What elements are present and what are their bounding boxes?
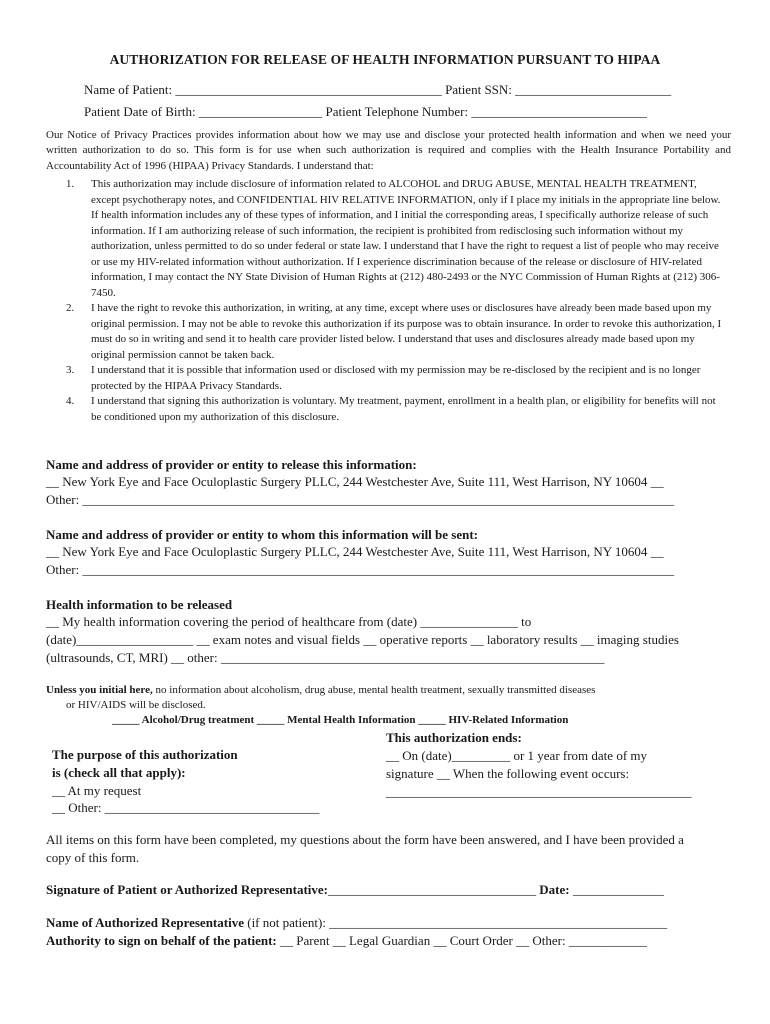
list-item xyxy=(66,177,726,301)
health-info-other-line[interactable]: (ultrasounds, CT, MRI) __ other: ___________________________________________________________ xyxy=(46,650,605,665)
purpose-at-my-request-option[interactable]: __ At my request xyxy=(52,783,142,798)
date-label: Date: xyxy=(539,882,570,897)
completion-statement: All items on this form have been completed, my questions about the form have been answered, and I have been provided a xyxy=(46,832,684,847)
initials-notice-cont: or HIV/AIDS will be disclosed. xyxy=(66,699,206,711)
item-text: This authorization may include disclosure of information related to ALCOHOL and DRUG ABUSE, MENTAL HEALTH TREATMENT, except psychotherapy notes, and CONFIDENTIAL HIV RELATIVE INFORMATION, only if I place my initials in the appropriate line below. If health information includes any of these types of information, and I initial the corresponding areas, I specifically authorize release of such information. If I am authorizing release of such information, the recipient is prohibited from redisclosing such information without my authorization, unless permitted to do so under federal or state law. I understand that I have the right to request a list of people who may receive or use my HIV-related information without authorization. If I experience discrimination because of the release or disclosure of HIV-related information, I may contact the NY State Division of Human Rights at (212) 480-2493 or the NYC Commission of Human Rights at (212) 306-7450. xyxy=(91,178,721,299)
list-item xyxy=(66,301,726,363)
ends-event-field[interactable]: _______________________________________________ xyxy=(386,784,692,799)
item-text: I understand that it is possible that information used or disclosed with my permission may be re-disclosed by the recipient and is no longer protected by the HIPAA Privacy Standards. xyxy=(91,364,701,392)
item-text: I understand that signing this authorization is voluntary. My treatment, payment, enrollment in a health plan, or eligibility for benefits will not be conditioned upon my authorization of this disclosure. xyxy=(91,395,716,423)
item-number: 2. xyxy=(66,302,75,314)
patient-name-ssn-line[interactable]: Name of Patient: _________________________________________ Patient SSN: ________________________ xyxy=(84,82,672,97)
purpose-heading-cont: is (check all that apply): xyxy=(52,765,186,780)
release-from-other-field[interactable]: Other: ___________________________________________________________________________________________ xyxy=(46,492,674,507)
initials-lines[interactable]: _____ Alcohol/Drug treatment _____ Mental Health Information _____ HIV-Related Information xyxy=(112,714,569,726)
form-title: AUTHORIZATION FOR RELEASE OF HEALTH INFORMATION PURSUANT TO HIPAA xyxy=(109,52,661,67)
authority-label: Authority to sign on behalf of the patient: xyxy=(46,933,277,948)
representative-line xyxy=(46,914,667,931)
release-from-heading: Name and address of provider or entity to release this information: xyxy=(46,457,417,472)
signature-line xyxy=(46,881,664,898)
health-info-heading: Health information to be released xyxy=(46,597,233,612)
initials-notice xyxy=(46,683,595,698)
signature-label: Signature of Patient or Authorized Representative: xyxy=(46,882,328,897)
purpose-other-field[interactable]: __ Other: _________________________________ xyxy=(52,800,320,815)
item-number: 4. xyxy=(66,395,75,407)
release-to-provider-option[interactable]: __ New York Eye and Face Oculoplastic Surgery PLLC, 244 Westchester Ave, Suite 111, West Harrison, NY 10604 __ xyxy=(46,544,664,559)
intro-paragraph xyxy=(46,128,731,174)
authorization-ends-heading: This authorization ends: xyxy=(386,730,522,745)
release-from-provider-option[interactable]: __ New York Eye and Face Oculoplastic Surgery PLLC, 244 Westchester Ave, Suite 111, West Harrison, NY 10604 __ xyxy=(46,474,664,489)
authority-line xyxy=(46,932,647,949)
ends-event-option[interactable]: signature __ When the following event occurs: xyxy=(386,766,630,781)
ends-date-option[interactable]: __ On (date)_________ or 1 year from date of my xyxy=(386,748,648,763)
release-to-other-field[interactable]: Other: ___________________________________________________________________________________________ xyxy=(46,562,674,577)
item-number: 3. xyxy=(66,364,75,376)
completion-statement-cont: copy of this form. xyxy=(46,850,140,865)
item-number: 1. xyxy=(66,178,75,190)
initials-lead: Unless you initial here, xyxy=(46,684,153,696)
list-item xyxy=(66,394,726,425)
date-field[interactable]: ______________ xyxy=(569,882,664,897)
signature-field[interactable]: ________________________________ xyxy=(328,882,536,897)
purpose-heading: The purpose of this authorization xyxy=(52,747,238,762)
intro-text: Our Notice of Privacy Practices provides information about how we may use and disclose your protected health information and when we need your written authorization to do so. This form is for use when such authorization is required and complies with the Health Insurance Portability and Accountability Act of 1996 (HIPAA) Privacy Standards. I understand that: xyxy=(46,129,731,172)
health-info-period-line[interactable]: __ My health information covering the period of healthcare from (date) _______________ to xyxy=(46,614,532,629)
patient-dob-phone-line[interactable]: Patient Date of Birth: ___________________ Patient Telephone Number: ___________________________ xyxy=(84,104,647,119)
acknowledgement-list xyxy=(66,177,726,425)
representative-field[interactable]: (if not patient): ____________________________________________________ xyxy=(243,915,668,930)
initials-text: no information about alcoholism, drug abuse, mental health treatment, sexually transmitted diseases xyxy=(152,684,596,696)
item-text: I have the right to revoke this authorization, in writing, at any time, except where uses or disclosures have already been made based upon my original permission. I may not be able to revoke this authorization if its purpose was to obtain insurance. In order to revoke this authorization, I must do so in writing and send it to health care provider listed below. I understand that uses and disclosures already made based upon my original permission cannot be taken back. xyxy=(91,302,722,361)
representative-label: Name of Authorized Representative xyxy=(46,915,244,930)
release-to-heading: Name and address of provider or entity to whom this information will be sent: xyxy=(46,527,479,542)
authority-options[interactable]: __ Parent __ Legal Guardian __ Court Order __ Other: ____________ xyxy=(276,933,647,948)
list-item xyxy=(66,363,726,394)
health-info-types-line[interactable]: (date)__________________ __ exam notes and visual fields __ operative reports __ laboratory results __ imaging studies xyxy=(46,632,679,647)
